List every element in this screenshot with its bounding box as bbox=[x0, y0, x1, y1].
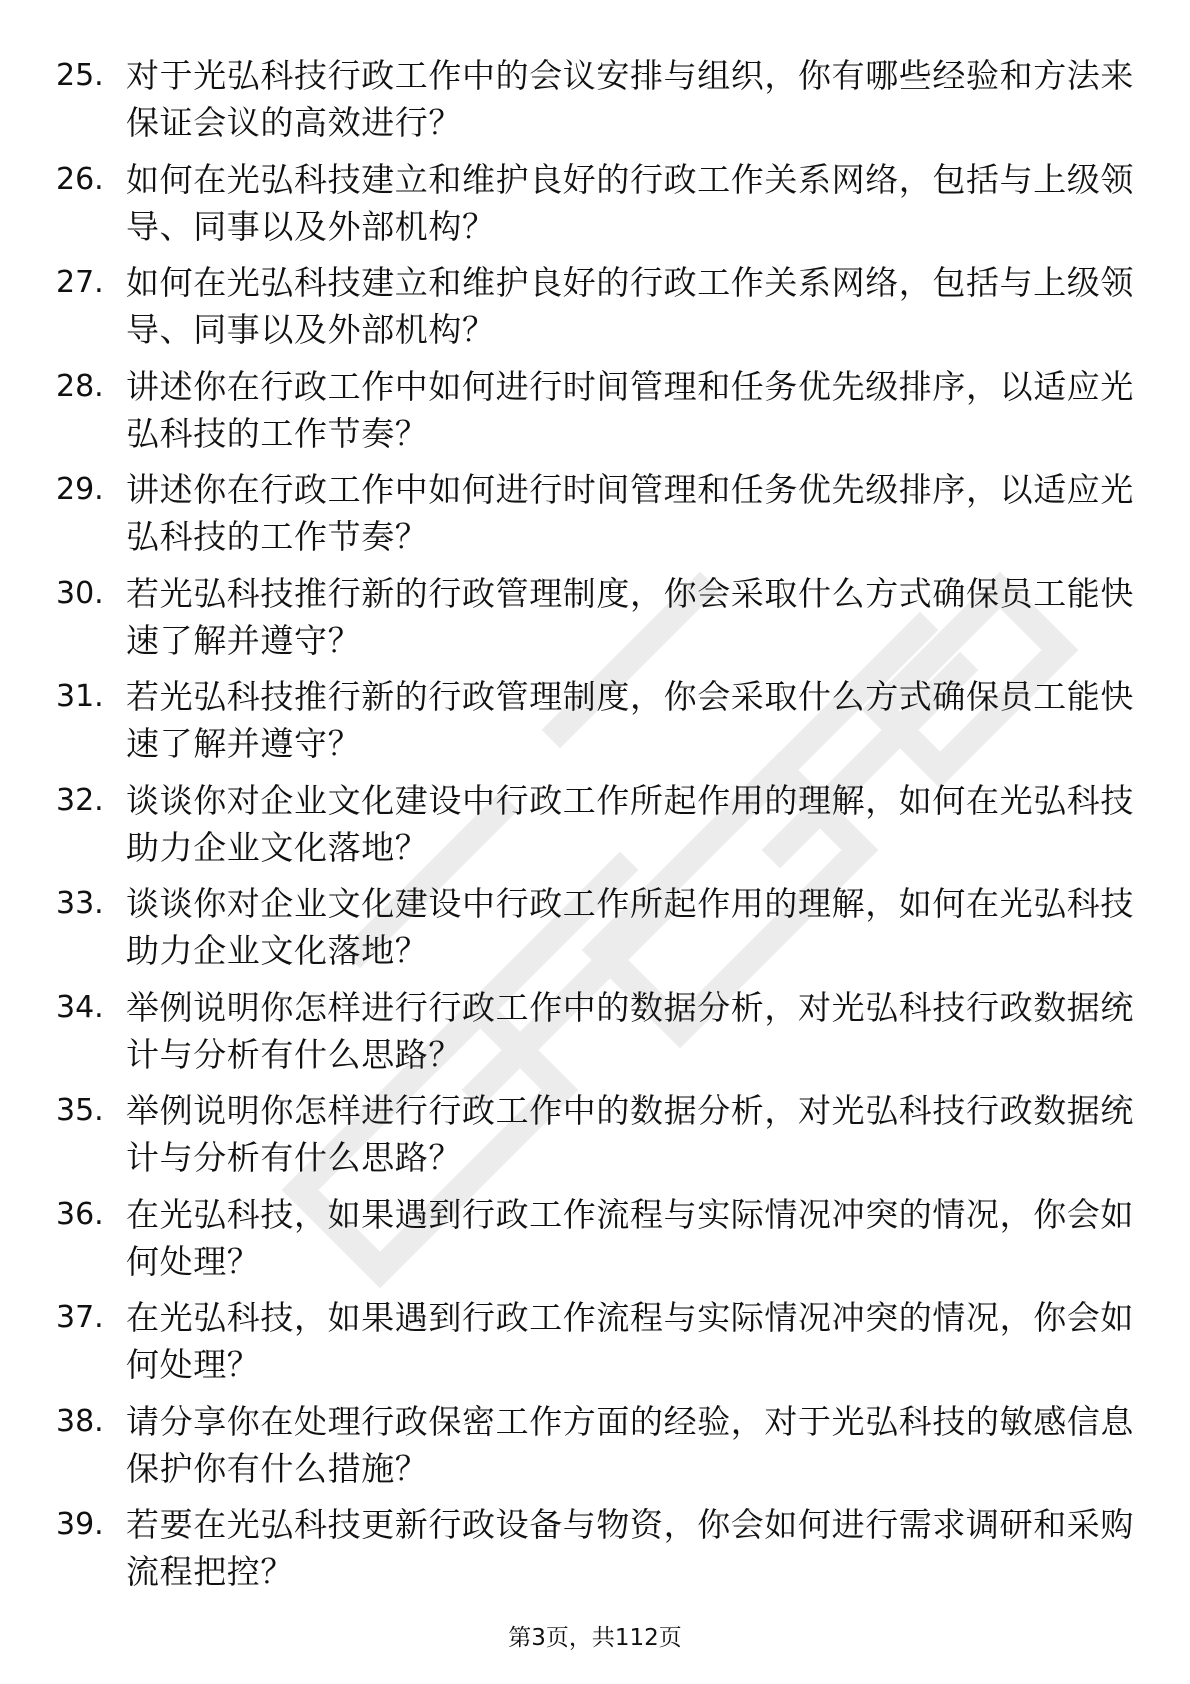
question-item bbox=[56, 777, 1136, 881]
question-item bbox=[56, 363, 1136, 467]
question-number: 39. bbox=[56, 1507, 104, 1542]
question-text: 在光弘科技，如果遇到行政工作流程与实际情况冲突的情况，你会如何处理？ bbox=[126, 1298, 1134, 1384]
question-text: 若光弘科技推行新的行政管理制度，你会采取什么方式确保员工能快速了解并遵守？ bbox=[126, 677, 1134, 763]
question-item bbox=[56, 1501, 1136, 1605]
question-number: 29. bbox=[56, 472, 104, 507]
question-text: 谈谈你对企业文化建设中行政工作所起作用的理解，如何在光弘科技助力企业文化落地？ bbox=[126, 884, 1134, 970]
question-item bbox=[56, 673, 1136, 777]
question-item bbox=[56, 1087, 1136, 1191]
question-number: 28. bbox=[56, 368, 104, 404]
question-text: 请分享你在处理行政保密工作方面的经验，对于光弘科技的敏感信息保护你有什么措施？ bbox=[126, 1401, 1134, 1488]
question-number: 26. bbox=[56, 161, 104, 197]
question-number: 37. bbox=[56, 1300, 104, 1335]
question-item bbox=[56, 259, 1136, 363]
question-text: 在光弘科技，如果遇到行政工作流程与实际情况冲突的情况，你会如何处理？ bbox=[126, 1194, 1134, 1281]
question-number: 33. bbox=[56, 886, 104, 921]
question-number: 32. bbox=[56, 782, 104, 818]
question-text: 若光弘科技推行新的行政管理制度，你会采取什么方式确保员工能快速了解并遵守？ bbox=[126, 573, 1134, 660]
question-text: 如何在光弘科技建立和维护良好的行政工作关系网络，包括与上级领导、同事以及外部机构？ bbox=[126, 159, 1134, 246]
question-item bbox=[56, 880, 1136, 984]
question-number: 34. bbox=[56, 989, 104, 1025]
question-item bbox=[56, 466, 1136, 570]
question-number: 35. bbox=[56, 1093, 104, 1128]
question-number: 38. bbox=[56, 1403, 104, 1439]
question-list bbox=[56, 52, 1136, 1605]
question-text: 谈谈你对企业文化建设中行政工作所起作用的理解，如何在光弘科技助力企业文化落地？ bbox=[126, 780, 1134, 867]
question-item bbox=[56, 1191, 1136, 1295]
page-footer: 第3页，共112页 bbox=[508, 1625, 682, 1651]
question-item bbox=[56, 570, 1136, 674]
question-text: 对于光弘科技行政工作中的会议安排与组织，你有哪些经验和方法来保证会议的高效进行？ bbox=[126, 56, 1134, 142]
question-text: 讲述你在行政工作中如何进行时间管理和任务优先级排序，以适应光弘科技的工作节奏？ bbox=[126, 366, 1134, 453]
question-item bbox=[56, 1398, 1136, 1502]
question-item bbox=[56, 156, 1136, 260]
question-text: 举例说明你怎样进行行政工作中的数据分析，对光弘科技行政数据统计与分析有什么思路？ bbox=[126, 987, 1134, 1074]
question-text: 举例说明你怎样进行行政工作中的数据分析，对光弘科技行政数据统计与分析有什么思路？ bbox=[126, 1091, 1134, 1177]
question-item bbox=[56, 1294, 1136, 1398]
question-number: 36. bbox=[56, 1196, 104, 1232]
question-number: 31. bbox=[56, 679, 104, 714]
question-number: 30. bbox=[56, 575, 104, 611]
question-item bbox=[56, 52, 1136, 156]
question-number: 27. bbox=[56, 265, 104, 300]
question-text: 讲述你在行政工作中如何进行时间管理和任务优先级排序，以适应光弘科技的工作节奏？ bbox=[126, 470, 1134, 556]
question-number: 25. bbox=[56, 58, 104, 93]
question-item bbox=[56, 984, 1136, 1088]
question-text: 如何在光弘科技建立和维护良好的行政工作关系网络，包括与上级领导、同事以及外部机构？ bbox=[126, 263, 1134, 349]
question-text: 若要在光弘科技更新行政设备与物资，你会如何进行需求调研和采购流程把控？ bbox=[126, 1505, 1134, 1591]
